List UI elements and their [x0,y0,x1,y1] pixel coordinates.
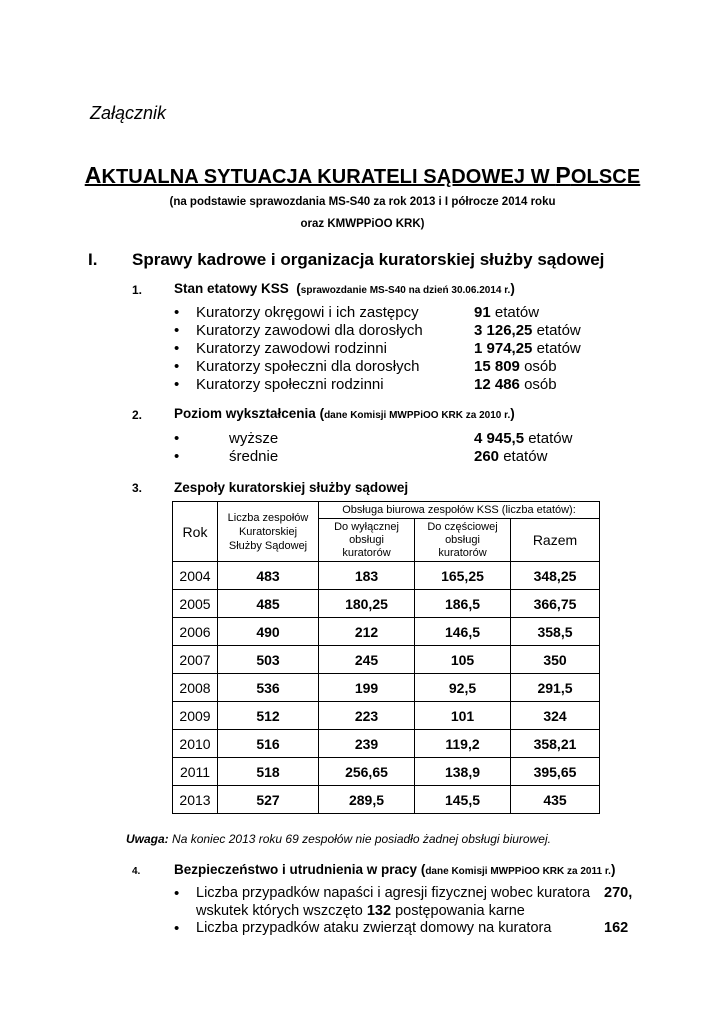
section-title: Sprawy kadrowe i organizacja kuratorskiej służby sądowej [132,250,605,269]
cell-czesciowej: 145,5 [415,786,511,814]
sub2-heading: Poziom wykształcenia (dane Komisji MWPPiOO KRK za 2010 r.) [174,406,515,421]
cell-razem: 291,5 [511,674,600,702]
bullet-icon: • [174,322,180,339]
sub4-note: dane Komisji MWPPiOO KRK za 2011 r. [425,866,611,877]
cell-wylacznej: 180,25 [319,590,415,618]
bullet-icon: • [174,304,180,321]
sub1-item-label: Kuratorzy zawodowi rodzinni [196,340,387,357]
col-header-rok: Rok [173,502,218,562]
sub4-number: 4. [132,866,141,877]
cell-rok: 2008 [173,674,218,702]
sub1-number: 1. [132,283,143,297]
sub2-item-value: 4 945,5 etatów [474,430,573,447]
document-title [0,162,725,189]
col-header-obsluga: Obsługa biurowa zespołów KSS (liczba etatów): [319,502,600,519]
cell-liczba: 518 [218,758,319,786]
title-part-1: KTUALNA SYTUACJA KURATELI SĄDOWEJ W [101,166,556,188]
cell-wylacznej: 223 [319,702,415,730]
attachment-label: Załącznik [90,103,167,123]
sub2-item-value: 260 etatów [474,448,548,465]
sub4-item2-value: 162 [604,920,629,936]
col-header-wylacznej: Do wyłącznej obsługi kuratorów [319,519,415,562]
sub3-number: 3. [132,481,143,495]
sub1-item-value: 12 486 osób [474,376,557,393]
cell-wylacznej: 183 [319,562,415,590]
subtitle-line-1: (na podstawie sprawozdania MS-S40 za rok 2013 i I półrocze 2014 roku [169,196,556,208]
title-initial-p: P [555,162,571,188]
bullet-icon: • [174,358,180,375]
cell-razem: 350 [511,646,600,674]
col-header-razem: Razem [511,519,600,562]
sub2-item-label: wyższe [229,430,279,447]
cell-czesciowej: 186,5 [415,590,511,618]
cell-czesciowej: 92,5 [415,674,511,702]
cell-liczba: 516 [218,730,319,758]
bullet-icon: • [174,885,180,902]
title-initial-a: A [84,162,102,188]
cell-wylacznej: 199 [319,674,415,702]
sub4-title: Bezpieczeństwo i utrudnienia w pracy [174,862,418,877]
cell-czesciowej: 105 [415,646,511,674]
cell-liczba: 485 [218,590,319,618]
cell-razem: 395,65 [511,758,600,786]
cell-czesciowej: 146,5 [415,618,511,646]
sub1-item-value: 1 974,25 etatów [474,340,581,357]
sub1-item-label: Kuratorzy społeczni rodzinni [196,376,384,393]
bullet-icon: • [174,376,180,393]
cell-liczba: 483 [218,562,319,590]
note-label: Uwaga: [126,832,169,846]
note-text: Na koniec 2013 roku 69 zespołów nie posiadło żadnej obsługi biurowej. [172,832,551,846]
cell-wylacznej: 256,65 [319,758,415,786]
sub4-item1-value: 270, [604,885,633,901]
table-row [173,730,600,758]
table-header-row [173,502,600,519]
table-row [173,786,600,814]
sub1-note: sprawozdanie MS-S40 na dzień 30.06.2014 r. [300,285,511,296]
table-row [173,590,600,618]
cell-liczba: 527 [218,786,319,814]
cell-liczba: 490 [218,618,319,646]
sub1-item-label: Kuratorzy społeczni dla dorosłych [196,358,420,375]
sub2-title: Poziom wykształcenia [174,406,316,421]
cell-wylacznej: 245 [319,646,415,674]
cell-rok: 2005 [173,590,218,618]
sub4-item1-line2: wskutek których wszczęto 132 postępowania karne [196,903,525,919]
kss-teams-table [172,501,600,814]
table-row [173,562,600,590]
sub1-item-label: Kuratorzy okręgowi i ich zastępcy [196,304,419,321]
cell-rok: 2004 [173,562,218,590]
cell-rok: 2011 [173,758,218,786]
cell-czesciowej: 165,25 [415,562,511,590]
cell-czesciowej: 101 [415,702,511,730]
bullet-icon: • [174,448,180,465]
cell-wylacznej: 212 [319,618,415,646]
cell-liczba: 536 [218,674,319,702]
cell-czesciowej: 138,9 [415,758,511,786]
sub2-number: 2. [132,408,143,422]
sub2-item-label: średnie [229,448,279,465]
table-row [173,758,600,786]
sub4-item2-text: Liczba przypadków ataku zwierząt domowy na kuratora [196,920,552,936]
bullet-icon: • [174,920,180,937]
cell-liczba: 512 [218,702,319,730]
cell-rok: 2006 [173,618,218,646]
subtitle-line-2: oraz KMWPPiOO KRK) [300,218,425,230]
col-header-liczba: Liczba zespołów Kuratorskiej Służby Sądowej [218,502,319,562]
cell-razem: 324 [511,702,600,730]
sub1-title: Stan etatowy KSS [174,281,289,296]
sub1-item-value: 3 126,25 etatów [474,322,581,339]
cell-wylacznej: 289,5 [319,786,415,814]
sub1-item-value: 91 etatów [474,304,540,321]
cell-rok: 2010 [173,730,218,758]
cell-razem: 435 [511,786,600,814]
cell-razem: 348,25 [511,562,600,590]
table-row [173,618,600,646]
bullet-icon: • [174,430,180,447]
sub1-item-label: Kuratorzy zawodowi dla dorosłych [196,322,423,339]
sub4-item1-line1: Liczba przypadków napaści i agresji fizycznej wobec kuratora [196,885,591,901]
col-header-czesciowej: Do częściowej obsługi kuratorów [415,519,511,562]
section-number: I. [88,250,98,269]
cell-liczba: 503 [218,646,319,674]
title-part-2: OLSCE [570,166,641,188]
cell-razem: 358,21 [511,730,600,758]
cell-rok: 2009 [173,702,218,730]
cell-razem: 366,75 [511,590,600,618]
table-row [173,646,600,674]
sub1-heading: Stan etatowy KSS (sprawozdanie MS-S40 na dzień 30.06.2014 r.) [174,281,515,296]
cell-rok: 2007 [173,646,218,674]
table-row [173,702,600,730]
sub2-note: dane Komisji MWPPiOO KRK za 2010 r. [324,410,511,421]
cell-razem: 358,5 [511,618,600,646]
cell-wylacznej: 239 [319,730,415,758]
table-row [173,674,600,702]
sub4-heading: Bezpieczeństwo i utrudnienia w pracy (dane Komisji MWPPiOO KRK za 2011 r.) [174,862,616,877]
table-note [126,832,551,846]
bullet-icon: • [174,340,180,357]
sub1-item-value: 15 809 osób [474,358,557,375]
cell-czesciowej: 119,2 [415,730,511,758]
cell-rok: 2013 [173,786,218,814]
sub3-title: Zespoły kuratorskiej służby sądowej [174,480,409,495]
